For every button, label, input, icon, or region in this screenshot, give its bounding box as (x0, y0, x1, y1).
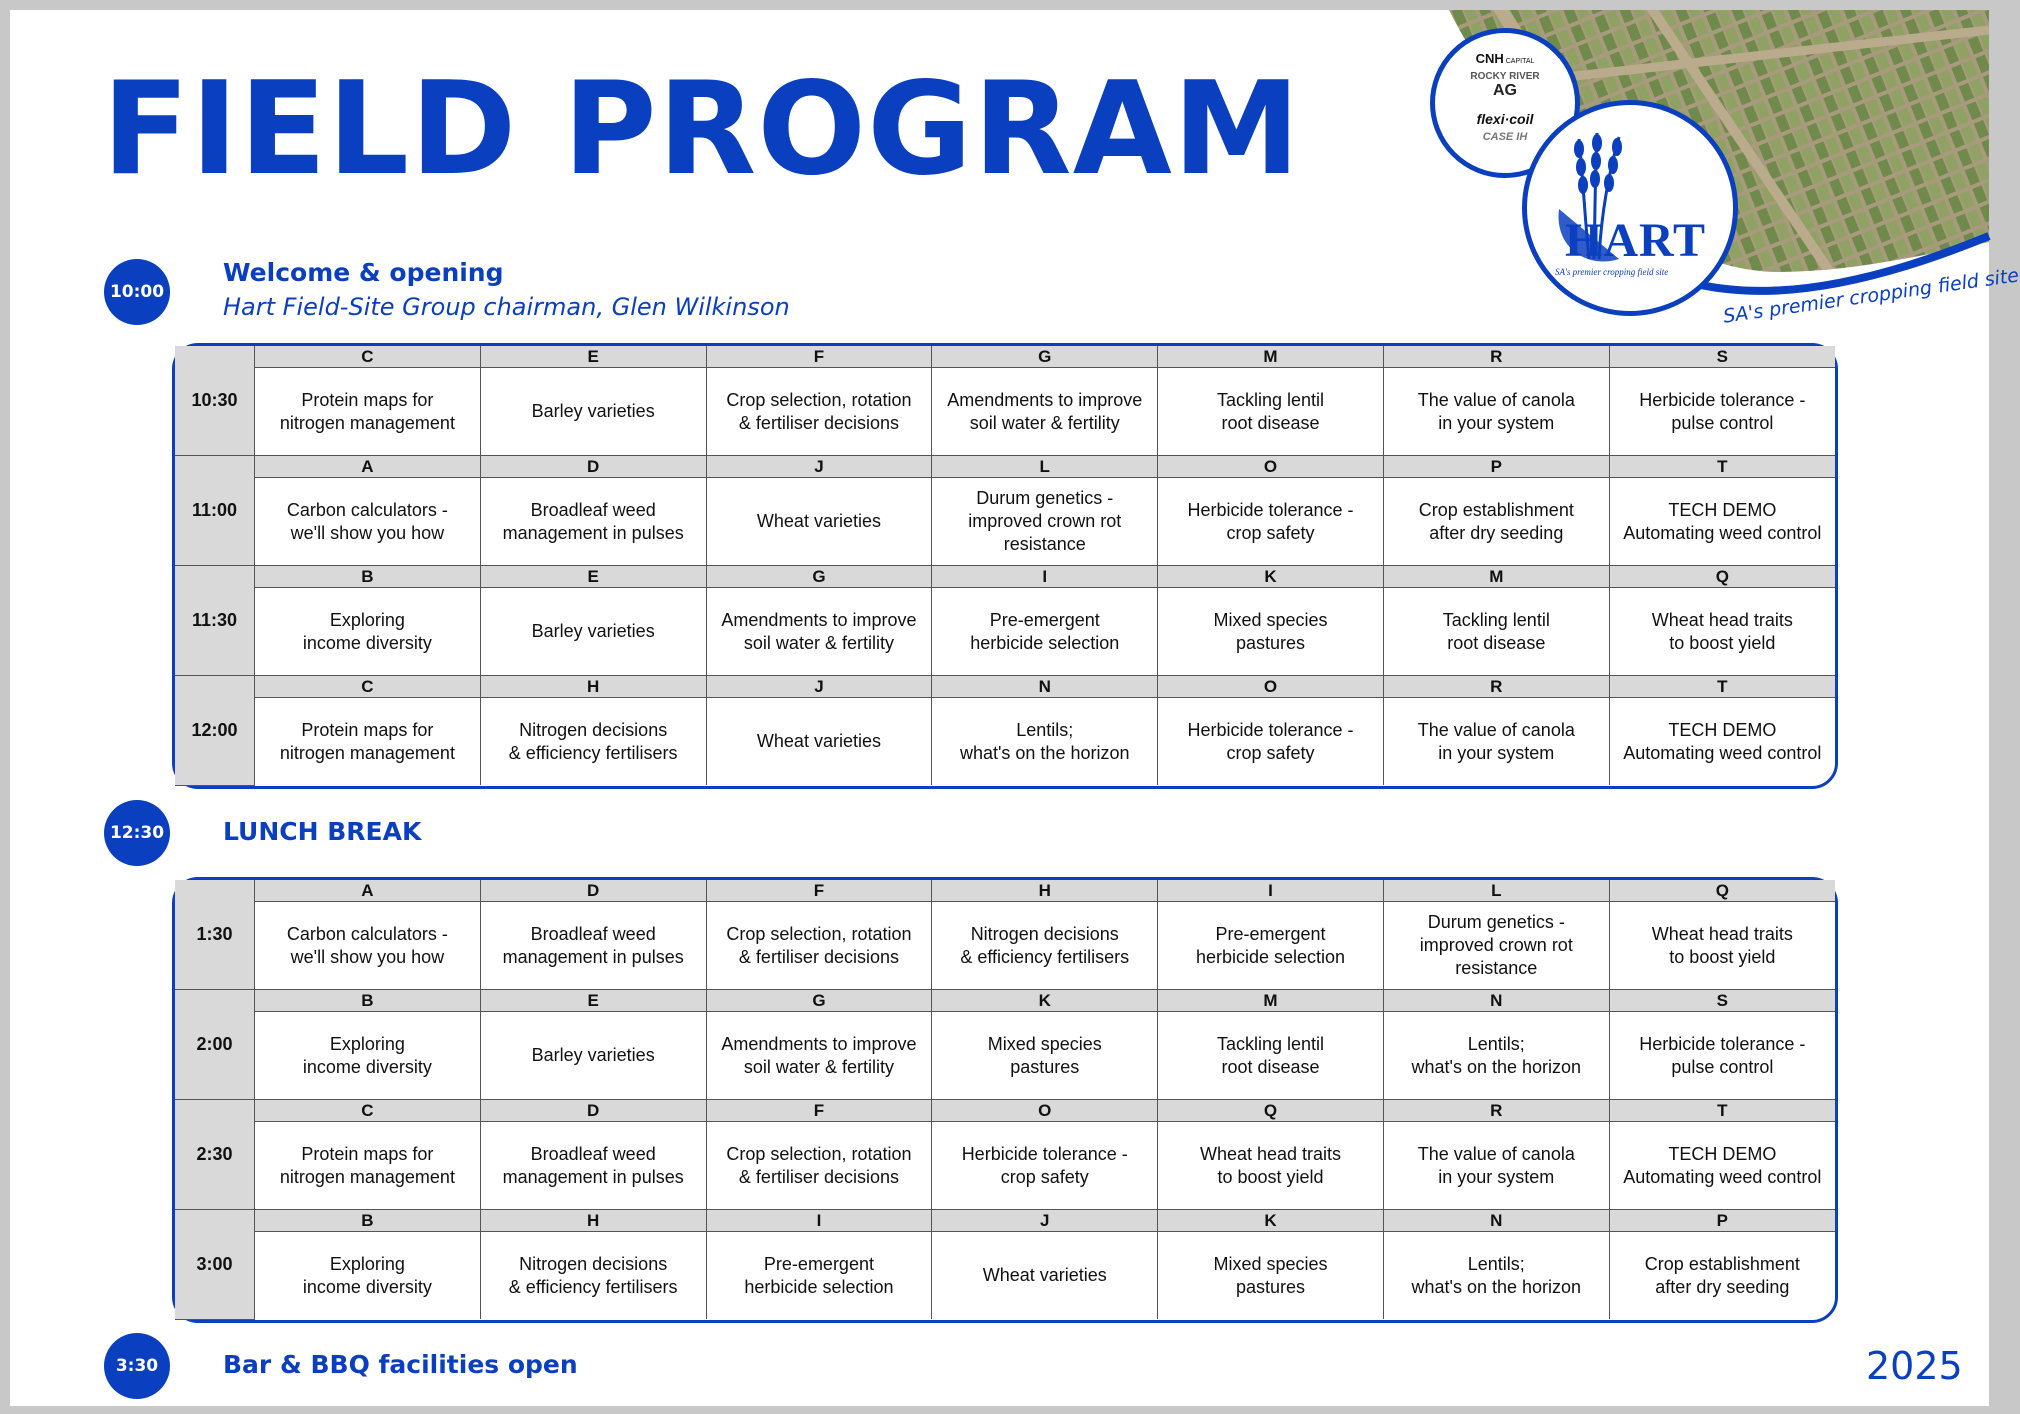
session-topic-row (175, 588, 1835, 676)
session-topic: Herbicide tolerance - pulse control (1609, 368, 1835, 456)
flexicoil-logo: flexi·coil (1476, 111, 1534, 127)
site-code: B (255, 1210, 481, 1232)
site-code: N (1383, 1210, 1609, 1232)
site-code: D (480, 456, 706, 478)
session-topic: Wheat head traits to boost yield (1609, 902, 1835, 990)
site-code: F (706, 1100, 932, 1122)
site-code: B (255, 566, 481, 588)
session-time: 12:00 (175, 676, 255, 786)
site-code: E (480, 566, 706, 588)
session-topic: Lentils; what's on the horizon (1383, 1232, 1609, 1320)
session-topic: Nitrogen decisions & efficiency fertilisers (932, 902, 1158, 990)
session-topic-row (175, 1012, 1835, 1100)
time-bubble-lunch: 12:30 (104, 800, 170, 866)
session-topic: Protein maps for nitrogen management (255, 368, 481, 456)
site-code: A (255, 880, 481, 902)
session-topic: Durum genetics - improved crown rot resistance (1383, 902, 1609, 990)
session-topic: Crop establishment after dry seeding (1383, 478, 1609, 566)
site-code: Q (1609, 566, 1835, 588)
site-code: N (932, 676, 1158, 698)
session-topic: Pre-emergent herbicide selection (932, 588, 1158, 676)
hart-logo (1522, 100, 1738, 316)
session-topic: Broadleaf weed management in pulses (480, 1122, 706, 1210)
site-code: M (1158, 346, 1384, 368)
session-topic: Herbicide tolerance - crop safety (932, 1122, 1158, 1210)
hart-wordmark: HART (1565, 214, 1706, 267)
session-topic: Broadleaf weed management in pulses (480, 902, 706, 990)
site-code: R (1383, 676, 1609, 698)
session-topic: Wheat varieties (706, 698, 932, 786)
site-code: J (706, 456, 932, 478)
site-code: I (706, 1210, 932, 1232)
session-code-row (175, 346, 1835, 368)
site-code: F (706, 880, 932, 902)
session-time: 2:00 (175, 990, 255, 1100)
session-topic: Tackling lentil root disease (1383, 588, 1609, 676)
session-topic: Herbicide tolerance - pulse control (1609, 1012, 1835, 1100)
session-topic: Wheat varieties (706, 478, 932, 566)
session-time: 2:30 (175, 1100, 255, 1210)
site-code: G (706, 990, 932, 1012)
session-topic: Barley varieties (480, 368, 706, 456)
site-code: H (480, 1210, 706, 1232)
rocky-river-ag-logo: ROCKY RIVER AG (1470, 71, 1540, 99)
session-topic-row (175, 1122, 1835, 1210)
program-page (10, 10, 2020, 1406)
site-code: M (1383, 566, 1609, 588)
site-code: I (1158, 880, 1384, 902)
program-year: 2025 (1866, 1344, 1963, 1388)
lunch-heading: LUNCH BREAK (223, 817, 422, 846)
session-topic-row (175, 368, 1835, 456)
session-topic: Mixed species pastures (1158, 1232, 1384, 1320)
session-topic: The value of canola in your system (1383, 698, 1609, 786)
time-bubble-bar: 3:30 (104, 1333, 170, 1399)
tagline: SA's premier cropping field site (1721, 264, 2020, 328)
cnh-capital-logo: CNH CAPITAL (1475, 51, 1535, 66)
welcome-subtitle: Hart Field-Site Group chairman, Glen Wilkinson (223, 293, 790, 321)
session-topic: Carbon calculators - we'll show you how (255, 478, 481, 566)
site-code: H (480, 676, 706, 698)
session-topic: Protein maps for nitrogen management (255, 698, 481, 786)
session-code-row (175, 880, 1835, 902)
session-topic: Tackling lentil root disease (1158, 1012, 1384, 1100)
page-title: FIELD PROGRAM (102, 55, 1302, 204)
bar-heading: Bar & BBQ facilities open (223, 1350, 578, 1379)
session-topic: Nitrogen decisions & efficiency fertilisers (480, 1232, 706, 1320)
site-code: S (1609, 346, 1835, 368)
session-topic: The value of canola in your system (1383, 368, 1609, 456)
session-time: 3:00 (175, 1210, 255, 1320)
session-topic: Exploring income diversity (255, 1232, 481, 1320)
session-time: 1:30 (175, 880, 255, 990)
site-code: O (932, 1100, 1158, 1122)
session-topic: Herbicide tolerance - crop safety (1158, 478, 1384, 566)
session-topic: Nitrogen decisions & efficiency fertilisers (480, 698, 706, 786)
session-topic: Exploring income diversity (255, 588, 481, 676)
session-topic: Lentils; what's on the horizon (1383, 1012, 1609, 1100)
session-code-row (175, 676, 1835, 698)
session-topic: Crop selection, rotation & fertiliser decisions (706, 368, 932, 456)
site-code: D (480, 880, 706, 902)
session-topic-row (175, 478, 1835, 566)
session-topic: Wheat head traits to boost yield (1158, 1122, 1384, 1210)
site-code: K (1158, 1210, 1384, 1232)
site-code: E (480, 990, 706, 1012)
site-code: Q (1158, 1100, 1384, 1122)
site-code: T (1609, 676, 1835, 698)
site-code: G (932, 346, 1158, 368)
site-code: P (1383, 456, 1609, 478)
site-code: J (706, 676, 932, 698)
session-topic: Barley varieties (480, 588, 706, 676)
site-code: M (1158, 990, 1384, 1012)
site-code: F (706, 346, 932, 368)
session-topic: Amendments to improve soil water & fertility (932, 368, 1158, 456)
session-topic: Exploring income diversity (255, 1012, 481, 1100)
session-topic: Crop establishment after dry seeding (1609, 1232, 1835, 1320)
welcome-heading: Welcome & opening (223, 258, 504, 287)
site-code: E (480, 346, 706, 368)
session-topic: Protein maps for nitrogen management (255, 1122, 481, 1210)
session-code-row (175, 566, 1835, 588)
session-topic: Tackling lentil root disease (1158, 368, 1384, 456)
session-topic: Wheat varieties (932, 1232, 1158, 1320)
case-ih-logo: CASE IH (1482, 131, 1528, 143)
session-time: 11:30 (175, 566, 255, 676)
site-code: A (255, 456, 481, 478)
session-topic-row (175, 698, 1835, 786)
site-code: C (255, 1100, 481, 1122)
session-time: 11:00 (175, 456, 255, 566)
site-code: K (932, 990, 1158, 1012)
session-topic: Carbon calculators - we'll show you how (255, 902, 481, 990)
site-code: T (1609, 456, 1835, 478)
session-code-row (175, 1210, 1835, 1232)
site-code: Q (1609, 880, 1835, 902)
session-topic: Lentils; what's on the horizon (932, 698, 1158, 786)
site-code: O (1158, 676, 1384, 698)
afternoon-schedule-table (172, 877, 1838, 1323)
session-topic: Broadleaf weed management in pulses (480, 478, 706, 566)
site-code: J (932, 1210, 1158, 1232)
site-code: L (1383, 880, 1609, 902)
session-code-row (175, 1100, 1835, 1122)
session-topic: TECH DEMO Automating weed control (1609, 478, 1835, 566)
site-code: T (1609, 1100, 1835, 1122)
session-topic: Durum genetics - improved crown rot resistance (932, 478, 1158, 566)
session-time: 10:30 (175, 346, 255, 456)
site-code: P (1609, 1210, 1835, 1232)
session-topic: TECH DEMO Automating weed control (1609, 698, 1835, 786)
site-code: N (1383, 990, 1609, 1012)
session-topic: Barley varieties (480, 1012, 706, 1100)
session-topic-row (175, 1232, 1835, 1320)
site-code: C (255, 346, 481, 368)
site-code: C (255, 676, 481, 698)
session-topic: Herbicide tolerance - crop safety (1158, 698, 1384, 786)
session-topic: Mixed species pastures (1158, 588, 1384, 676)
site-code: S (1609, 990, 1835, 1012)
session-topic: TECH DEMO Automating weed control (1609, 1122, 1835, 1210)
session-topic: Crop selection, rotation & fertiliser decisions (706, 1122, 932, 1210)
session-code-row (175, 990, 1835, 1012)
session-code-row (175, 456, 1835, 478)
session-topic-row (175, 902, 1835, 990)
site-code: R (1383, 346, 1609, 368)
site-code: L (932, 456, 1158, 478)
site-code: B (255, 990, 481, 1012)
session-topic: Pre-emergent herbicide selection (706, 1232, 932, 1320)
site-code: G (706, 566, 932, 588)
site-code: D (480, 1100, 706, 1122)
session-topic: Amendments to improve soil water & fertility (706, 1012, 932, 1100)
site-code: K (1158, 566, 1384, 588)
session-topic: Mixed species pastures (932, 1012, 1158, 1100)
time-bubble-welcome: 10:00 (104, 259, 170, 325)
site-code: I (932, 566, 1158, 588)
site-code: H (932, 880, 1158, 902)
session-topic: Pre-emergent herbicide selection (1158, 902, 1384, 990)
session-topic: The value of canola in your system (1383, 1122, 1609, 1210)
hart-logo-subtitle: SA's premier cropping field site (1555, 267, 1669, 277)
session-topic: Crop selection, rotation & fertiliser decisions (706, 902, 932, 990)
session-topic: Amendments to improve soil water & fertility (706, 588, 932, 676)
site-code: R (1383, 1100, 1609, 1122)
morning-schedule-table (172, 343, 1838, 789)
session-topic: Wheat head traits to boost yield (1609, 588, 1835, 676)
site-code: O (1158, 456, 1384, 478)
